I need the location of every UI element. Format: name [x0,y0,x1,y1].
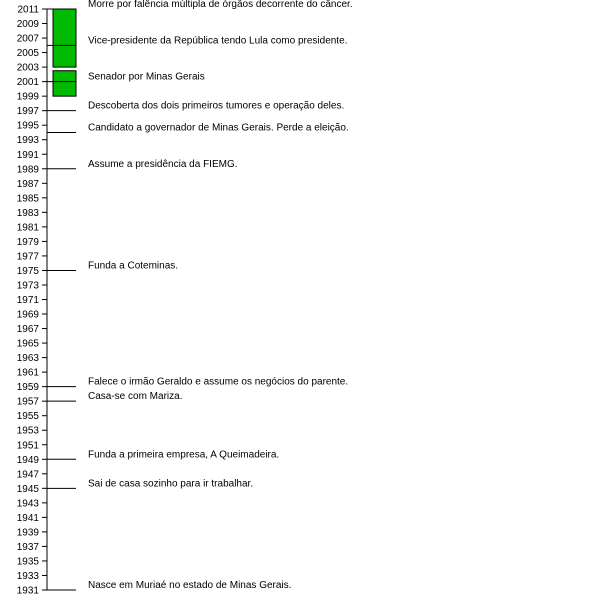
tick-label: 1947 [16,469,39,481]
tick-label: 1945 [16,483,39,495]
tick-label: 1931 [16,585,39,597]
tick-label: 2005 [16,48,39,60]
tick-label: 1983 [16,207,39,219]
tick-label: 1977 [16,251,39,263]
event-label: Casa-se com Mariza. [88,391,183,403]
period-bar [53,71,76,96]
tick-label: 1991 [16,149,39,161]
tick-label: 1963 [16,353,39,365]
tick-label: 1941 [16,512,39,524]
tick-label: 1971 [16,295,39,306]
period-bars [53,9,76,96]
tick-label: 1957 [16,396,39,408]
tick-label: 2011 [17,4,39,16]
period-bar [53,9,76,67]
event-label: Vice-presidente da República tendo Lula como presidente. [88,35,348,47]
tick-label: 1949 [16,454,39,466]
tick-label: 1953 [16,425,39,437]
tick-label: 1935 [16,556,39,568]
axis-ticks [17,5,47,597]
event-label: Funda a Coteminas. [88,260,179,272]
tick-label: 1985 [16,193,39,205]
tick-label: 1973 [16,280,39,292]
tick-label: 1979 [16,236,39,248]
tick-label: 1993 [16,135,39,147]
tick-label: 2009 [16,19,39,31]
event-label: Candidato a governador de Minas Gerais. Perde a eleição. [88,122,349,134]
tick-label: 1937 [16,541,39,553]
tick-label: 1939 [16,527,39,539]
event-label: Sai de casa sozinho para ir trabalhar. [88,478,254,490]
tick-label: 1965 [16,338,39,350]
tick-label: 1961 [16,367,39,379]
tick-label: 1987 [16,178,39,190]
event-label: Morre por falência múltipla de órgãos decorrente do câncer. [88,0,353,10]
tick-label: 1969 [16,309,39,321]
event-label: Funda a primeira empresa, A Queimadeira. [88,449,280,461]
tick-label: 2007 [16,33,39,45]
tick-label: 1981 [16,222,39,234]
tick-label: 1933 [16,570,39,582]
tick-label: 2001 [16,77,39,89]
event-label: Assume a presidência da FIEMG. [88,158,238,170]
tick-label: 1943 [16,498,39,510]
event-label: Senador por Minas Gerais [88,71,205,83]
event-label: Descoberta dos dois primeiros tumores e operação deles. [88,100,345,112]
event-label: Nasce em Muriaé no estado de Minas Gerais. [88,580,292,591]
tick-label: 1959 [16,382,39,394]
tick-label: 1989 [16,164,39,176]
tick-label: 2003 [16,62,39,74]
tick-label: 1995 [16,120,39,132]
tick-label: 1955 [16,411,39,423]
event-label: Falece o irmão Geraldo e assume os negócios do parente. [88,376,349,388]
event-markers [47,0,353,591]
tick-label: 1951 [16,440,39,452]
tick-label: 1999 [16,91,39,103]
tick-label: 1975 [16,265,39,277]
tick-label: 1997 [16,106,39,118]
tick-label: 1967 [16,324,39,336]
